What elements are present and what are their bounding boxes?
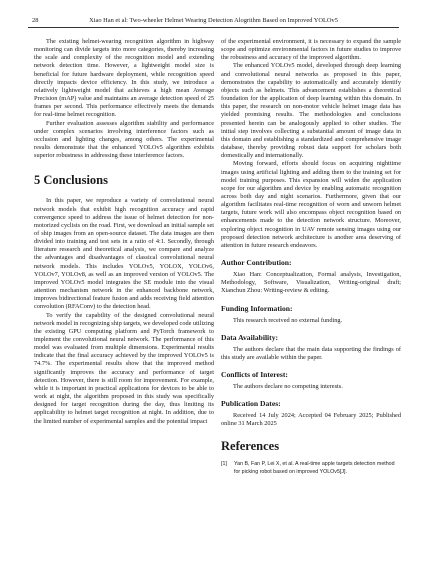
body-paragraph: Further evaluation assesses algorithm stability and performance under complex scenarios involving interference factors such as occlusion and lighting changes, among others. The experimental results demonstrate that the enhanced YOLOv5 algorithm exhibits superior robustness in addressing these interference factors. xyxy=(34,119,214,160)
body-paragraph: The existing helmet-wearing recognition algorithm in highway monitoring can divide targets into more categories, thereby increasing the scale and complexity of the recognition model and extending network detection time. However, a lightweight model size is beneficial for future hardware deployment, while recognition speed directly impacts device efficiency. In this study, we introduce a relatively lightweight model that achieves a high mean Average Precision (mAP) value and maintains an average detection speed of 25 frames per second. This performance effectively meets the demands for real-time helmet recognition. xyxy=(34,38,214,119)
references-heading: References xyxy=(221,439,280,454)
publication-dates-text: Received 14 July 2024; Accepted 04 February 2025; Published online 31 March 2025 xyxy=(221,412,401,428)
funding-text: This research received no external funding. xyxy=(233,316,343,324)
publication-dates-heading: Publication Dates: xyxy=(221,399,281,409)
author-contribution-heading: Author Contribution: xyxy=(221,258,292,268)
body-paragraph: The enhanced YOLOv5 model, developed through deep learning and convolutional neural networks as proposed in this paper, demonstrates the capability to automatically and accurately identify objects such as helmets. This advancement establishes a theoretical foundation for the application of deep learning within this domain. In this paper, the research on non-motor vehicle helmet image data has yielded promising results. The methodologies and conclusions presented herein can be analogously applied to other studies. The initial step involves collecting a substantial amount of image data in this domain and establishing a standardized and comprehensive image database, thereby providing robust data support for scholars both domestically and internationally. xyxy=(221,62,401,160)
conclusions-heading: 5 Conclusions xyxy=(34,173,108,188)
left-column xyxy=(34,38,214,426)
running-title: Xiao Han et al: Two-wheeler Helmet Wearing Detection Alogrithm Based on Improved YOLOv5 xyxy=(89,17,338,24)
header-rule xyxy=(28,27,399,28)
data-availability-text: The authors declare that the main data supporting the findings of this study are available within the paper. xyxy=(221,345,401,361)
page-number: 28 xyxy=(32,17,39,24)
conflicts-heading: Conflicts of Interest: xyxy=(221,370,288,379)
body-paragraph: To verify the capability of the designed convolutional neural network model in recognizing ship targets, we developed code utilizing the existing GPU computing platform and PyTorch framework to implement the convolutional neural network. The performance of this model was evaluated from multiple dimensions. Experimental results indicate that the final accuracy achieved by the improved YOLOv5 is 74.7%. The experimental results show that the improved method significantly improves the accuracy and performance of target detection. However, there is still room for improvement. For example, while it is important in practical applications for devices to be able to work at night, the algorithm proposed in this study was specifically designed for target recognition during the day, thus limiting its applicability to helmet target recognition at night. In addition, due to the limited number of experimental samples and the potential impact xyxy=(34,311,214,425)
data-availability-heading: Data Availability: xyxy=(221,332,279,342)
running-header xyxy=(28,16,399,26)
reference-number: [1] xyxy=(221,461,227,468)
body-paragraph: of the experimental environment, it is necessary to expand the sample scope and optimize environmental factors in future studies to improve the robustness and accuracy of the improved algorithm. xyxy=(221,38,401,62)
funding-heading: Funding Information: xyxy=(221,303,293,313)
author-contribution-text: Xiao Han: Conceptualization, Formal analysis, Investigation, Methodology, Software, Visualization, Writing-original draft; Xianchun Zhou: Writing-review & editing. xyxy=(221,271,401,295)
body-paragraph: Moving forward, efforts should focus on acquiring nighttime images using artificial lighting and adding them to the training set for model training purposes. This expansion will widen the application scope for our algorithm and device by enabling automatic recognition across both day and night scenarios. Furthermore, given that our algorithm facilitates real-time recognition of worn and unworn helmet targets, future work will also encompass object recognition based on enhancements made to the detection network structure. Moreover, exploring object recognition in UAV remote sensing images using our proposed detection network architecture is another area deserving of attention in future research endeavors. xyxy=(221,160,401,249)
reference-text: Yan B, Fan P, Lei X, et al. A real-time apple targets detection method for picking robot based on improved YOLOv5[J]. xyxy=(234,461,395,475)
body-paragraph: In this paper, we reproduce a variety of convolutional neural network models that exhibit high recognition accuracy and rapid convergence speed to address the issue of helmet detection for non-motorized cyclists on the road. First, we download an initial sample set of ship images from an open-source dataset. The data images are then divided into training and test sets in a ratio of 4:1. Secondly, through literature research and theoretical analysis, we compare and analyze the advantages and disadvantages of classical convolutional neural network models. This includes YOLOv5, YOLOX, YOLOv6, YOLOv7, YOLOv8, as well as an improved version of YOLOv5. The improved YOLOv5 model integrates the SE module into the visual attention mechanism network in the enhanced backbone network, improves bidirectional feature fusion and adds receiving field attention convolution (RFAConv) to the detection head. xyxy=(34,197,214,311)
reference-item xyxy=(221,461,401,475)
conflicts-text: The authors declare no competing interests. xyxy=(233,383,343,390)
right-column xyxy=(221,38,401,476)
